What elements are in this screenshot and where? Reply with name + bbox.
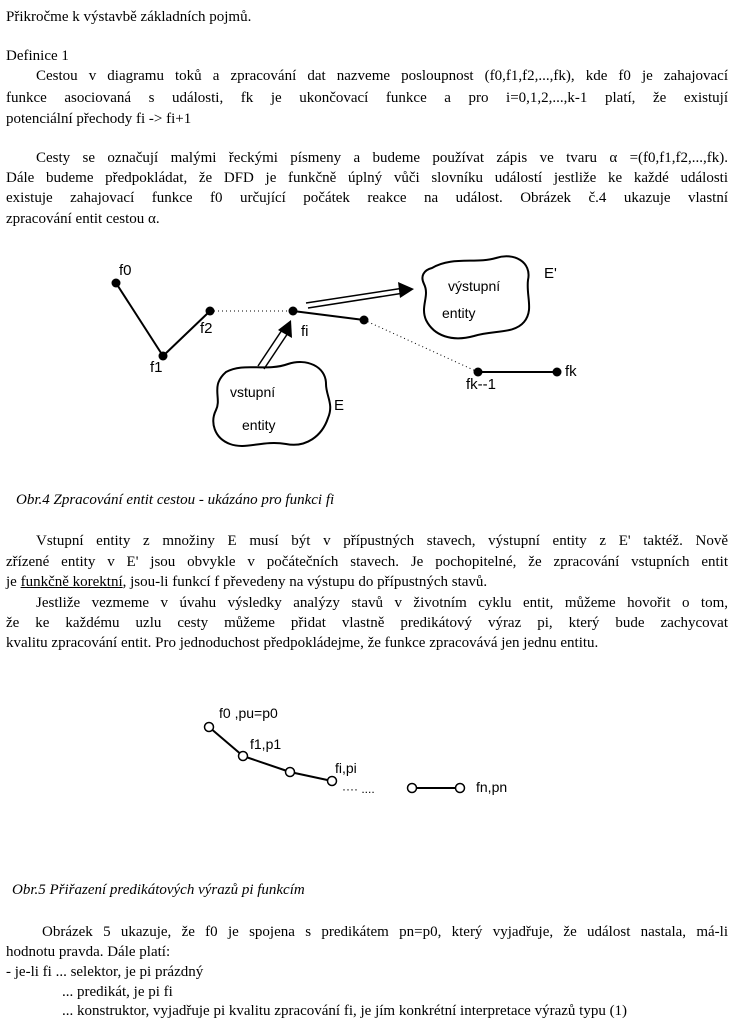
output-entities-blob (422, 256, 529, 338)
definition-line-1: Cestou v diagramu toků a zpracování dat nazveme posloupnost (f0,f1,f2,...,fk), kde f0 je zahajovací (36, 68, 728, 84)
edge-fi-next (293, 311, 364, 320)
node-f0 (112, 279, 121, 288)
term-functionally-correct: funkčně korektní (20, 574, 123, 590)
arrow-out-head (398, 282, 414, 298)
node-p0 (205, 723, 214, 732)
paragraph-2-line-3: existuje zahajovací funkce f0 určující počátek reakce na událost. Obrázek č.4 ukazuje vlastní (6, 190, 728, 206)
paragraph-3-text-a: je (6, 574, 21, 590)
definition-line-2: funkce asociovaná s události, fk je ukončovací funkce a pro i=0,1,2,...,k-1 platí, že existují (6, 90, 728, 106)
input-entities-blob (213, 362, 330, 446)
paragraph-3-line-2: zřízené entity v E' jsou obvykle v počátečních stavech. Je pochopitelné, že zpracování vstupních entit (6, 554, 728, 570)
node-fi-next (360, 316, 369, 325)
label-fk1: fk--1 (466, 376, 496, 393)
paragraph-2-line-4: zpracování entit cestou α. (6, 211, 160, 227)
paragraph-2-line-1: Cesty se označují malými řeckými písmeny a budeme používat zápis ve tvaru α =(f0,f1,f2,...,fk). (36, 150, 728, 166)
node-fk (553, 368, 562, 377)
node-p1 (239, 752, 248, 761)
label-f0: f0 (119, 262, 132, 279)
edge-next-fk1 (364, 320, 478, 372)
paragraph-5-line-5: ... konstruktor, vyjadřuje pi kvalitu zpracování fi, je jím konkrétní interpretace výrazů typu (1) (62, 1003, 628, 1019)
edge-f0-f1 (116, 283, 163, 356)
node-f2 (206, 307, 215, 316)
label-output-set: E' (544, 265, 557, 282)
node-pn (456, 784, 465, 793)
paragraph-4-line-2: že ke každému uzlu cesty můžeme přidat vlastně predikátový výraz pi, který bude zachycovat (6, 615, 728, 631)
paragraph-4-line-1: Jestliže vezmeme v úvahu výsledky analýzy stavů v životním cyklu entit, můžeme hovořit o tom, (36, 595, 728, 611)
label-input-set: E (334, 397, 345, 414)
figure-5-caption: Obr.5 Přiřazení predikátových výrazů pi funkcím (12, 882, 305, 898)
node-pi (286, 768, 295, 777)
definition-line-3: potenciální přechody fi -> fi+1 (6, 111, 192, 127)
edge-pi-next (290, 772, 332, 781)
paragraph-2-line-2: Dále budeme předpokládat, že DFD je funkčně úplný vůči slovníku událostí jestliže ke každé události (6, 170, 728, 186)
label-n0: f0 ,pu=p0 (219, 705, 278, 721)
intro-text: Přikročme k výstavbě základních pojmů. (6, 9, 252, 25)
paragraph-5-line-4: ... predikát, je pi fi (62, 984, 173, 1000)
label-nn: fn,pn (476, 779, 508, 795)
label-input-2: entity (242, 417, 276, 433)
paragraph-5-line-2: hodnotu pravda. Dále platí: (6, 944, 171, 960)
label-f1: f1 (150, 359, 163, 376)
paragraph-3-line-3 (6, 573, 487, 592)
label-dots: ···· .... (342, 782, 375, 796)
edge-p0-p1 (209, 727, 243, 756)
node-pi-next (328, 777, 337, 786)
paragraph-3-text-b: , jsou-li funkcí f převedeny na výstupu do přípustných stavů. (122, 574, 488, 590)
definition-title: Definice 1 (6, 48, 69, 64)
figure-4-caption: Obr.4 Zpracování entit cestou - ukázáno pro funkci fi (16, 492, 335, 508)
node-fi (289, 307, 298, 316)
figure-predicate-path (0, 695, 738, 805)
label-input-1: vstupní (230, 384, 276, 400)
node-pn-1 (408, 784, 417, 793)
label-f2: f2 (200, 320, 213, 337)
label-fi: fi (301, 323, 309, 340)
arrow-in-head (278, 320, 292, 338)
paragraph-3-line-1: Vstupní entity z množiny E musí být v přípustných stavech, výstupní entity z E' taktéž. Nově (36, 533, 728, 549)
edge-p1-pi (243, 756, 290, 772)
paragraph-4-line-3: kvalitu zpracování entit. Pro jednoduchost předpokládejme, že funkce zpracovává jen jednu entitu. (6, 635, 599, 651)
label-fk: fk (565, 363, 577, 380)
label-ni: fi,pi (335, 760, 357, 776)
figure-path-diagram (0, 250, 738, 480)
label-n1: f1,p1 (250, 736, 282, 752)
paragraph-5-line-3: - je-li fi ... selektor, je pi prázdný (6, 964, 204, 980)
label-output-1: výstupní (448, 278, 501, 294)
label-output-2: entity (442, 305, 476, 321)
paragraph-5-line-1: Obrázek 5 ukazuje, že f0 je spojena s predikátem pn=p0, který vyjadřuje, že událost nastala, má-li (42, 924, 728, 940)
